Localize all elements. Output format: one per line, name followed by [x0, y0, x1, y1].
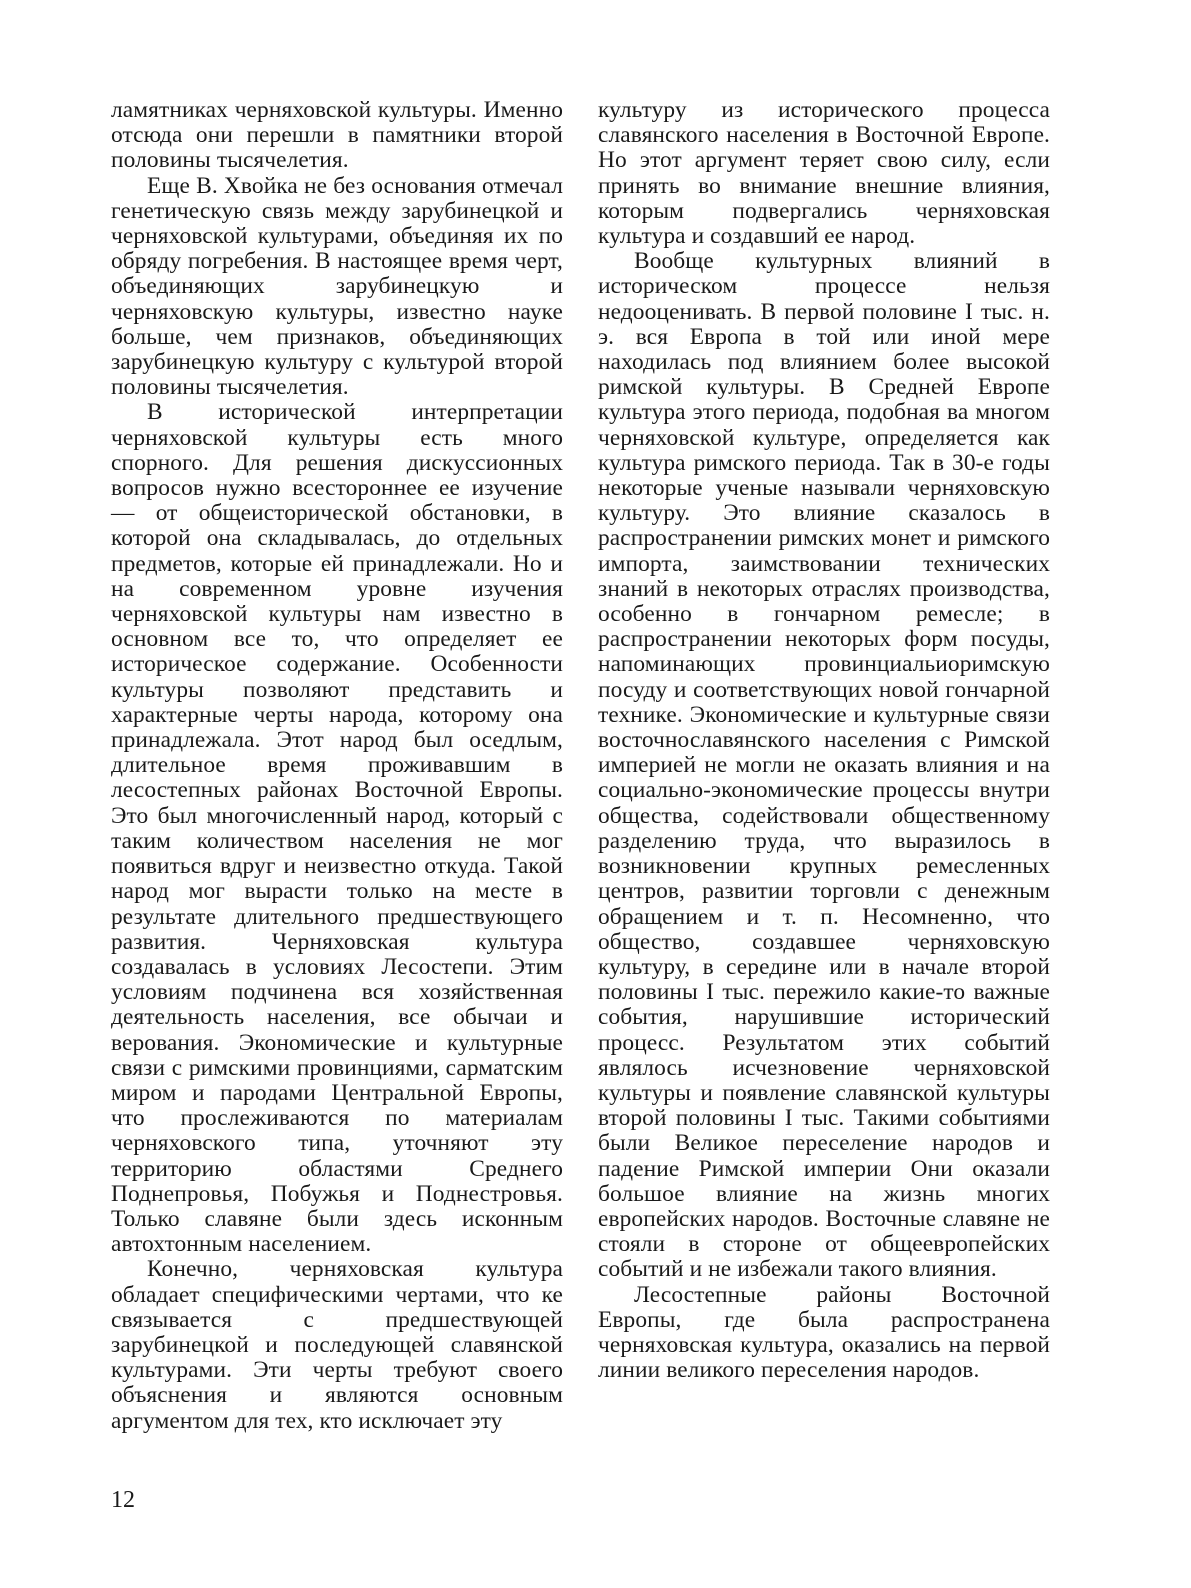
left-column: [111, 98, 563, 1434]
paragraph: В исторической интерпретации черняховской культуры есть много спорного. Для решения дискуссионных вопросов нужно всестороннее ее изучение — от общеисторической обстановки, в которой она складывалась, до отдельных предметов, которые ей принадлежали. Но и на современном уровне изучения черняховской культуры нам известно в основном все то, что определяет ее историческое содержание. Особенности культуры позволяют представить и характерные черты народа, которому она принадлежала. Этот народ был оседлым, длительное время проживавшим в лесостепных районах Восточной Европы. Это был многочисленный народ, который с таким количеством населения не мог появиться вдруг и неизвестно откуда. Такой народ мог вырасти только на месте в результате длительного предшествующего развития. Черняховская культура создавалась в условиях Лесостепи. Этим условиям подчинена вся хозяйственная деятельность населения, все обычаи и верования. Экономические и культурные связи с римскими провинциями, сарматским миром и пародами Центральной Европы, что прослеживаются по материалам черняховского типа, уточняют эту территорию областями Среднего Поднепровья, Побужья и Поднестровья. Только славяне были здесь исконным автохтонным населением.: [111, 399, 563, 1258]
paragraph: культуру из исторического процесса славянского населения в Восточной Европе. Но этот аргумент теряет свою силу, если принять во внимание внешние влияния, которым подвергались черняховская культура и создавший ее народ.: [598, 97, 1050, 250]
page-number: 12: [111, 1487, 135, 1513]
paragraph: Конечно, черняховская культура обладает специфическими чертами, что ке связывается с предшествующей зарубинецкой и последующей славянской культурами. Эти черты требуют своего объяснения и являются основным аргументом для тех, кто исключает эту: [111, 1256, 563, 1434]
right-column: [598, 98, 1050, 1383]
paragraph: Лесостепные районы Восточной Европы, где была распространена черняховская культура, оказались на первой линии великого переселения народов.: [598, 1281, 1050, 1384]
paragraph: ламятниках черняховской культуры. Именно отсюда они перешли в памятники второй половины тысячелетия.: [111, 97, 563, 174]
paragraph: Еще В. Хвойка не без основания отмечал генетическую связь между зарубинецкой и черняховской культурами, объединяя их по обряду погребения. В настоящее время черт, объединяющих зарубинецкую и черняховскую культуры, известно науке больше, чем признаков, объединяющих зарубинецкую культуру с культурой второй половины тысячелетия.: [111, 172, 563, 401]
paragraph: Вообще культурных влияний в историческом процессе нельзя недооценивать. В первой половине I тыс. н. э. вся Европа в той или иной мере находилась под влиянием более высокой римской культуры. В Средней Европе культура этого периода, подобная ва многом черняховской культуре, определяется как культура римского периода. Так в 30-е годы некоторые ученые называли черняховскую культуру. Это влияние сказалось в распространении римских монет и римского импорта, заимствовании технических знаний в некоторых отраслях производства, особенно в гончарном ремесле; в распространении некоторых форм посуды, напоминающих провинциальиоримскую посуду и соответствующих новой гончарной технике. Экономические и культурные связи восточнославянского населения с Римской империей не могли не оказать влияния и на социально-экономические процессы внутри общества, содействовали общественному разделению труда, что выразилось в возникновении крупных ремесленных центров, развитии торговли с денежным обращением и т. п. Несомненно, что общество, создавшее черняховскую культуру, в середине или в начале второй половины I тыс. пережило какие-то важные события, нарушившие исторический процесс. Результатом этих событий являлось исчезновение черняховской культуры и появление славянской культуры второй половины I тыс. Такими событиями были Великое переселение народов и падение Римской империи Они оказали большое влияние на жизнь многих европейских народов. Восточные славяне не стояли в стороне от общеевропейских событий и не избежали такого влияния.: [598, 248, 1050, 1283]
